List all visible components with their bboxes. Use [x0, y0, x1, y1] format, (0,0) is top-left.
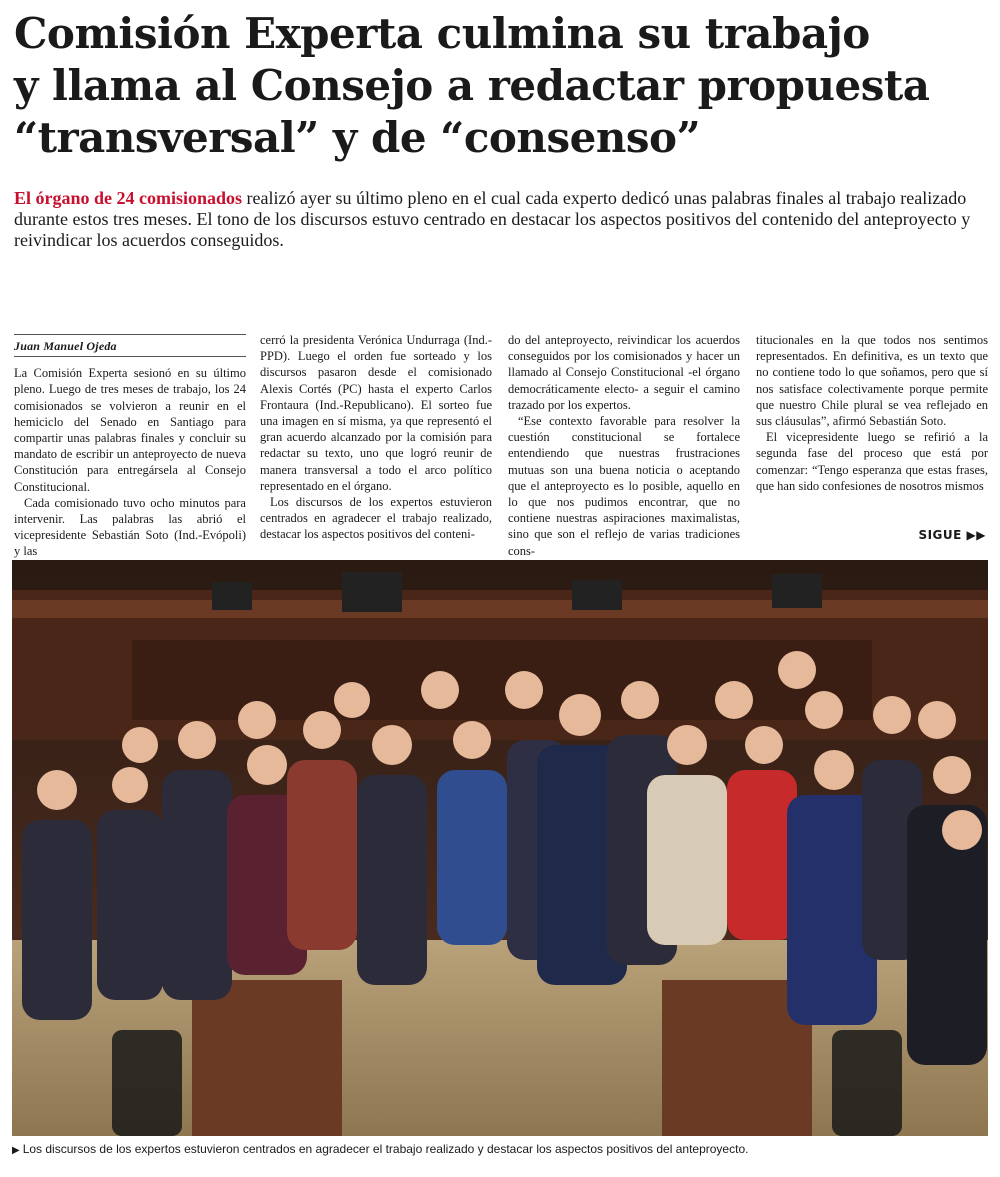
- article-column-1: [14, 334, 246, 560]
- article-column-3: [508, 332, 740, 559]
- headline-line-3: “transversal” y de “consenso”: [14, 113, 701, 162]
- column-2-paragraph-1: cerró la presidenta Verónica Undurraga (Ind.-PPD). Luego el orden fue sorteado y los discursos pasaron desde el comisionado Alexis Cortés (PC) hasta el experto Carlos Frontaura (Ind.-Republicano). El sorteo fue una imagen en sí misma, ya que representó el gran acuerdo alcanzado por la comisión para redactar su texto, uno que logró reunir de manera transversal a todo el arco político representado en el órgano.: [260, 333, 492, 493]
- headline-line-2: y llama al Consejo a redactar propuesta: [14, 61, 930, 110]
- byline: Juan Manuel Ojeda: [14, 334, 246, 357]
- lead-paragraph: [14, 188, 974, 251]
- column-1-paragraph-1: La Comisión Experta sesionó en su último pleno. Luego de tres meses de trabajo, los 24 comisionados se volvieron a reunir en el hemiciclo del Senado en Santiago para compartir unas palabras finales y concluir su mandato de escribir un anteproyecto de nueva Constitución para entregársela al Consejo Constitucional.: [14, 366, 246, 494]
- group-photo: [12, 560, 988, 1136]
- group-photo-illustration: [12, 560, 988, 1136]
- photo-caption: [12, 1142, 988, 1158]
- headline: [14, 8, 989, 164]
- column-3-paragraph-2: “Ese contexto favorable para resolver la cuestión constitucional se fortalece entendiendo que nuestras frustraciones mutuas son una buena noticia o aceptando que el anteproyecto es lo posible, aquello en lo que nos pudimos encontrar, que no contiene nuestras aspiraciones maximalistas, sino que son el reflejo de varias tradiciones cons-: [508, 414, 740, 558]
- caption-marker-icon: ▶: [12, 1145, 20, 1156]
- article-column-4: [756, 332, 988, 494]
- continue-label: SIGUE ▶▶: [918, 528, 986, 542]
- lead-text: realizó ayer su último pleno en el cual cada experto dedicó unas palabras finales al trabajo realizado durante estos tres meses. El tono de los discursos estuvo centrado en destacar los aspectos positivos del contenido del anteproyecto y reivindicar los acuerdos conseguidos.: [14, 188, 971, 250]
- column-2-paragraph-2: Los discursos de los expertos estuvieron centrados en agradecer el trabajo realizado, destacar los aspectos positivos del conteni-: [260, 495, 492, 542]
- caption-text: Los discursos de los expertos estuvieron centrados en agradecer el trabajo realizado y destacar los aspectos positivos del anteproyecto.: [22, 1142, 749, 1156]
- headline-line-1: Comisión Experta culmina su trabajo: [14, 9, 870, 58]
- column-3-paragraph-1: do del anteproyecto, reivindicar los acuerdos conseguidos por los comisionados y hacer un llamado al Consejo Constitucional -el órgano democráticamente electo- a seguir el camino trazado por los expertos.: [508, 333, 740, 412]
- column-1-paragraph-2: Cada comisionado tuvo ocho minutos para intervenir. Las palabras las abrió el vicepresidente Sebastián Soto (Ind.-Evópoli) y las: [14, 495, 246, 559]
- article-column-2: [260, 332, 492, 543]
- column-4-paragraph-2: El vicepresidente luego se refirió a la segunda fase del proceso que está por comenzar: “Tengo esperanza que estas frases, que han sido confesiones de nosotros mismos: [756, 430, 988, 493]
- lead-highlight: El órgano de 24 comisionados: [14, 188, 243, 208]
- column-4-paragraph-1: titucionales en la que todos nos sentimos representados. En definitiva, es un texto que no contiene todo lo que soñamos, pero que sí nos satisface colectivamente porque permite que nuestro Chile plural se vea reflejado en sus cláusulas”, afirmó Sebastián Soto.: [756, 333, 988, 429]
